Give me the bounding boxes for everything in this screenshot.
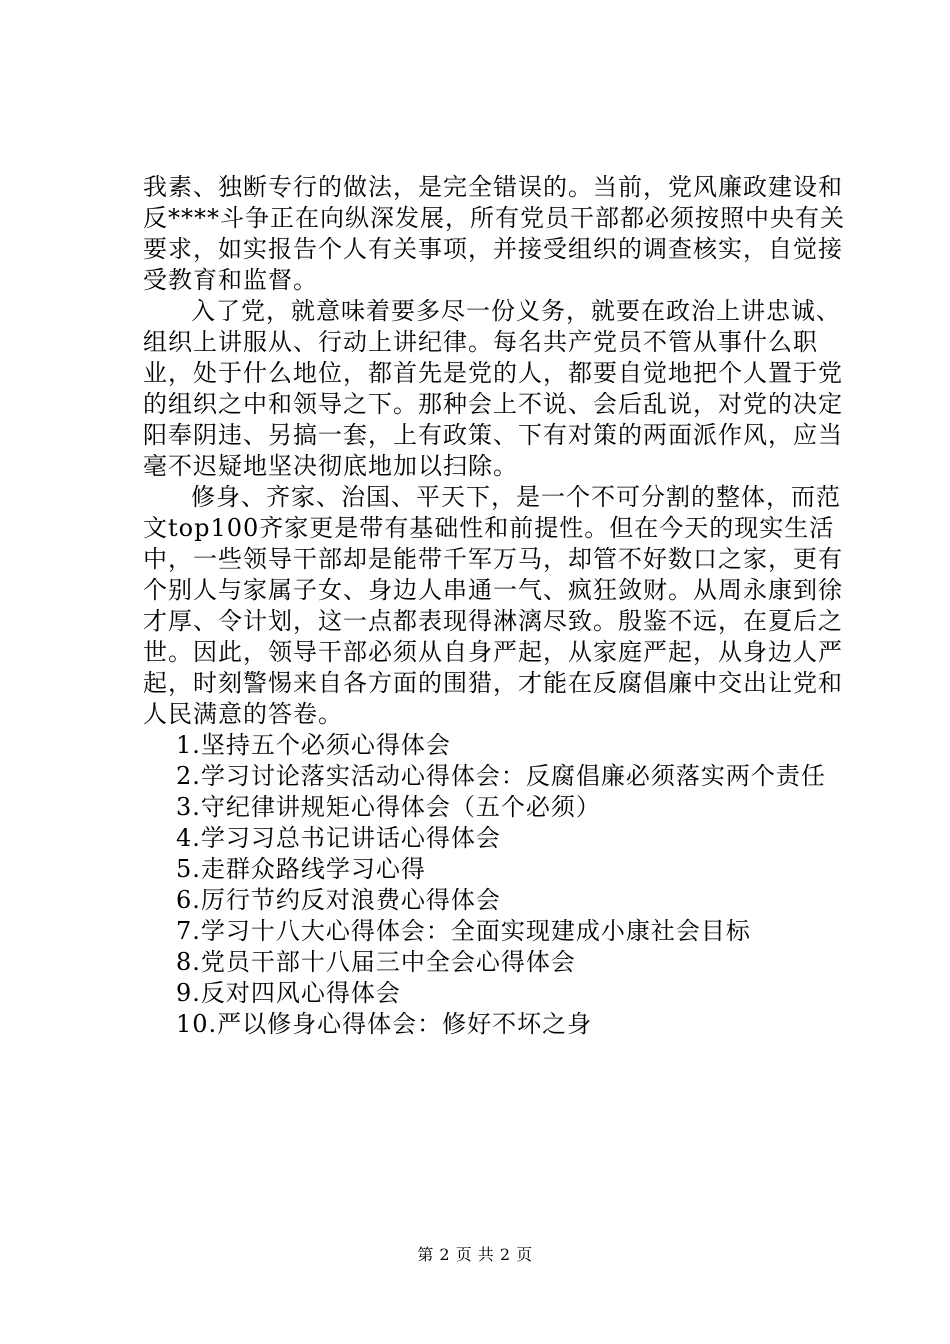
list-item[interactable]: 2.学习讨论落实活动心得体会：反腐倡廉必须落实两个责任 bbox=[176, 762, 826, 790]
list-item[interactable]: 3.守纪律讲规矩心得体会（五个必须） bbox=[176, 793, 601, 821]
list-item[interactable]: 5.走群众路线学习心得 bbox=[176, 855, 426, 883]
paragraph-3: 修身、齐家、治国、平天下，是一个不可分割的整体，而范文top100齐家更是带有基础性和前提性。但在今天的现实生活中，一些领导干部却是能带千军万马，却管不好数口之家，更有个别人与家属子女、身边人串通一气、疯狂敛财。从周永康到徐才厚、令计划，这一点都表现得淋漓尽致。殷鉴不远，在夏后之世。因此，领导干部必须从自身严起，从家庭严起，从身边人严起，时刻警惕来自各方面的围猎，才能在反腐倡廉中交出让党和人民满意的答卷。 bbox=[143, 483, 843, 728]
list-item[interactable]: 9.反对四风心得体会 bbox=[176, 979, 401, 1007]
paragraph-1: 我素、独断专行的做法，是完全错误的。当前，党风廉政建设和反****斗争正在向纵深发展，所有党员干部都必须按照中央有关要求，如实报告个人有关事项，并接受组织的调查核实，自觉接受教育和监督。 bbox=[143, 173, 845, 294]
paragraph-2: 入了党，就意味着要多尽一份义务，就要在政治上讲忠诚、组织上讲服从、行动上讲纪律。每名共产党员不管从事什么职业，处于什么地位，都首先是党的人，都要自觉地把个人置于党的组织之中和领导之下。那种会上不说、会后乱说，对党的决定阳奉阴违、另搞一套，上有政策、下有对策的两面派作风，应当毫不迟疑地坚决彻底地加以扫除。 bbox=[143, 297, 843, 480]
list-item[interactable]: 7.学习十八大心得体会：全面实现建成小康社会目标 bbox=[176, 917, 751, 945]
list-item[interactable]: 10.严以修身心得体会：修好不坏之身 bbox=[176, 1010, 593, 1038]
list-item[interactable]: 4.学习习总书记讲话心得体会 bbox=[176, 824, 501, 852]
page-footer: 第 2 页 共 2 页 bbox=[417, 1245, 533, 1264]
list-item[interactable]: 1.坚持五个必须心得体会 bbox=[176, 731, 451, 759]
list-item[interactable]: 6.厉行节约反对浪费心得体会 bbox=[176, 886, 501, 914]
list-item[interactable]: 8.党员干部十八届三中全会心得体会 bbox=[176, 948, 576, 976]
related-articles-list bbox=[143, 730, 863, 1040]
document-body bbox=[143, 172, 863, 1040]
